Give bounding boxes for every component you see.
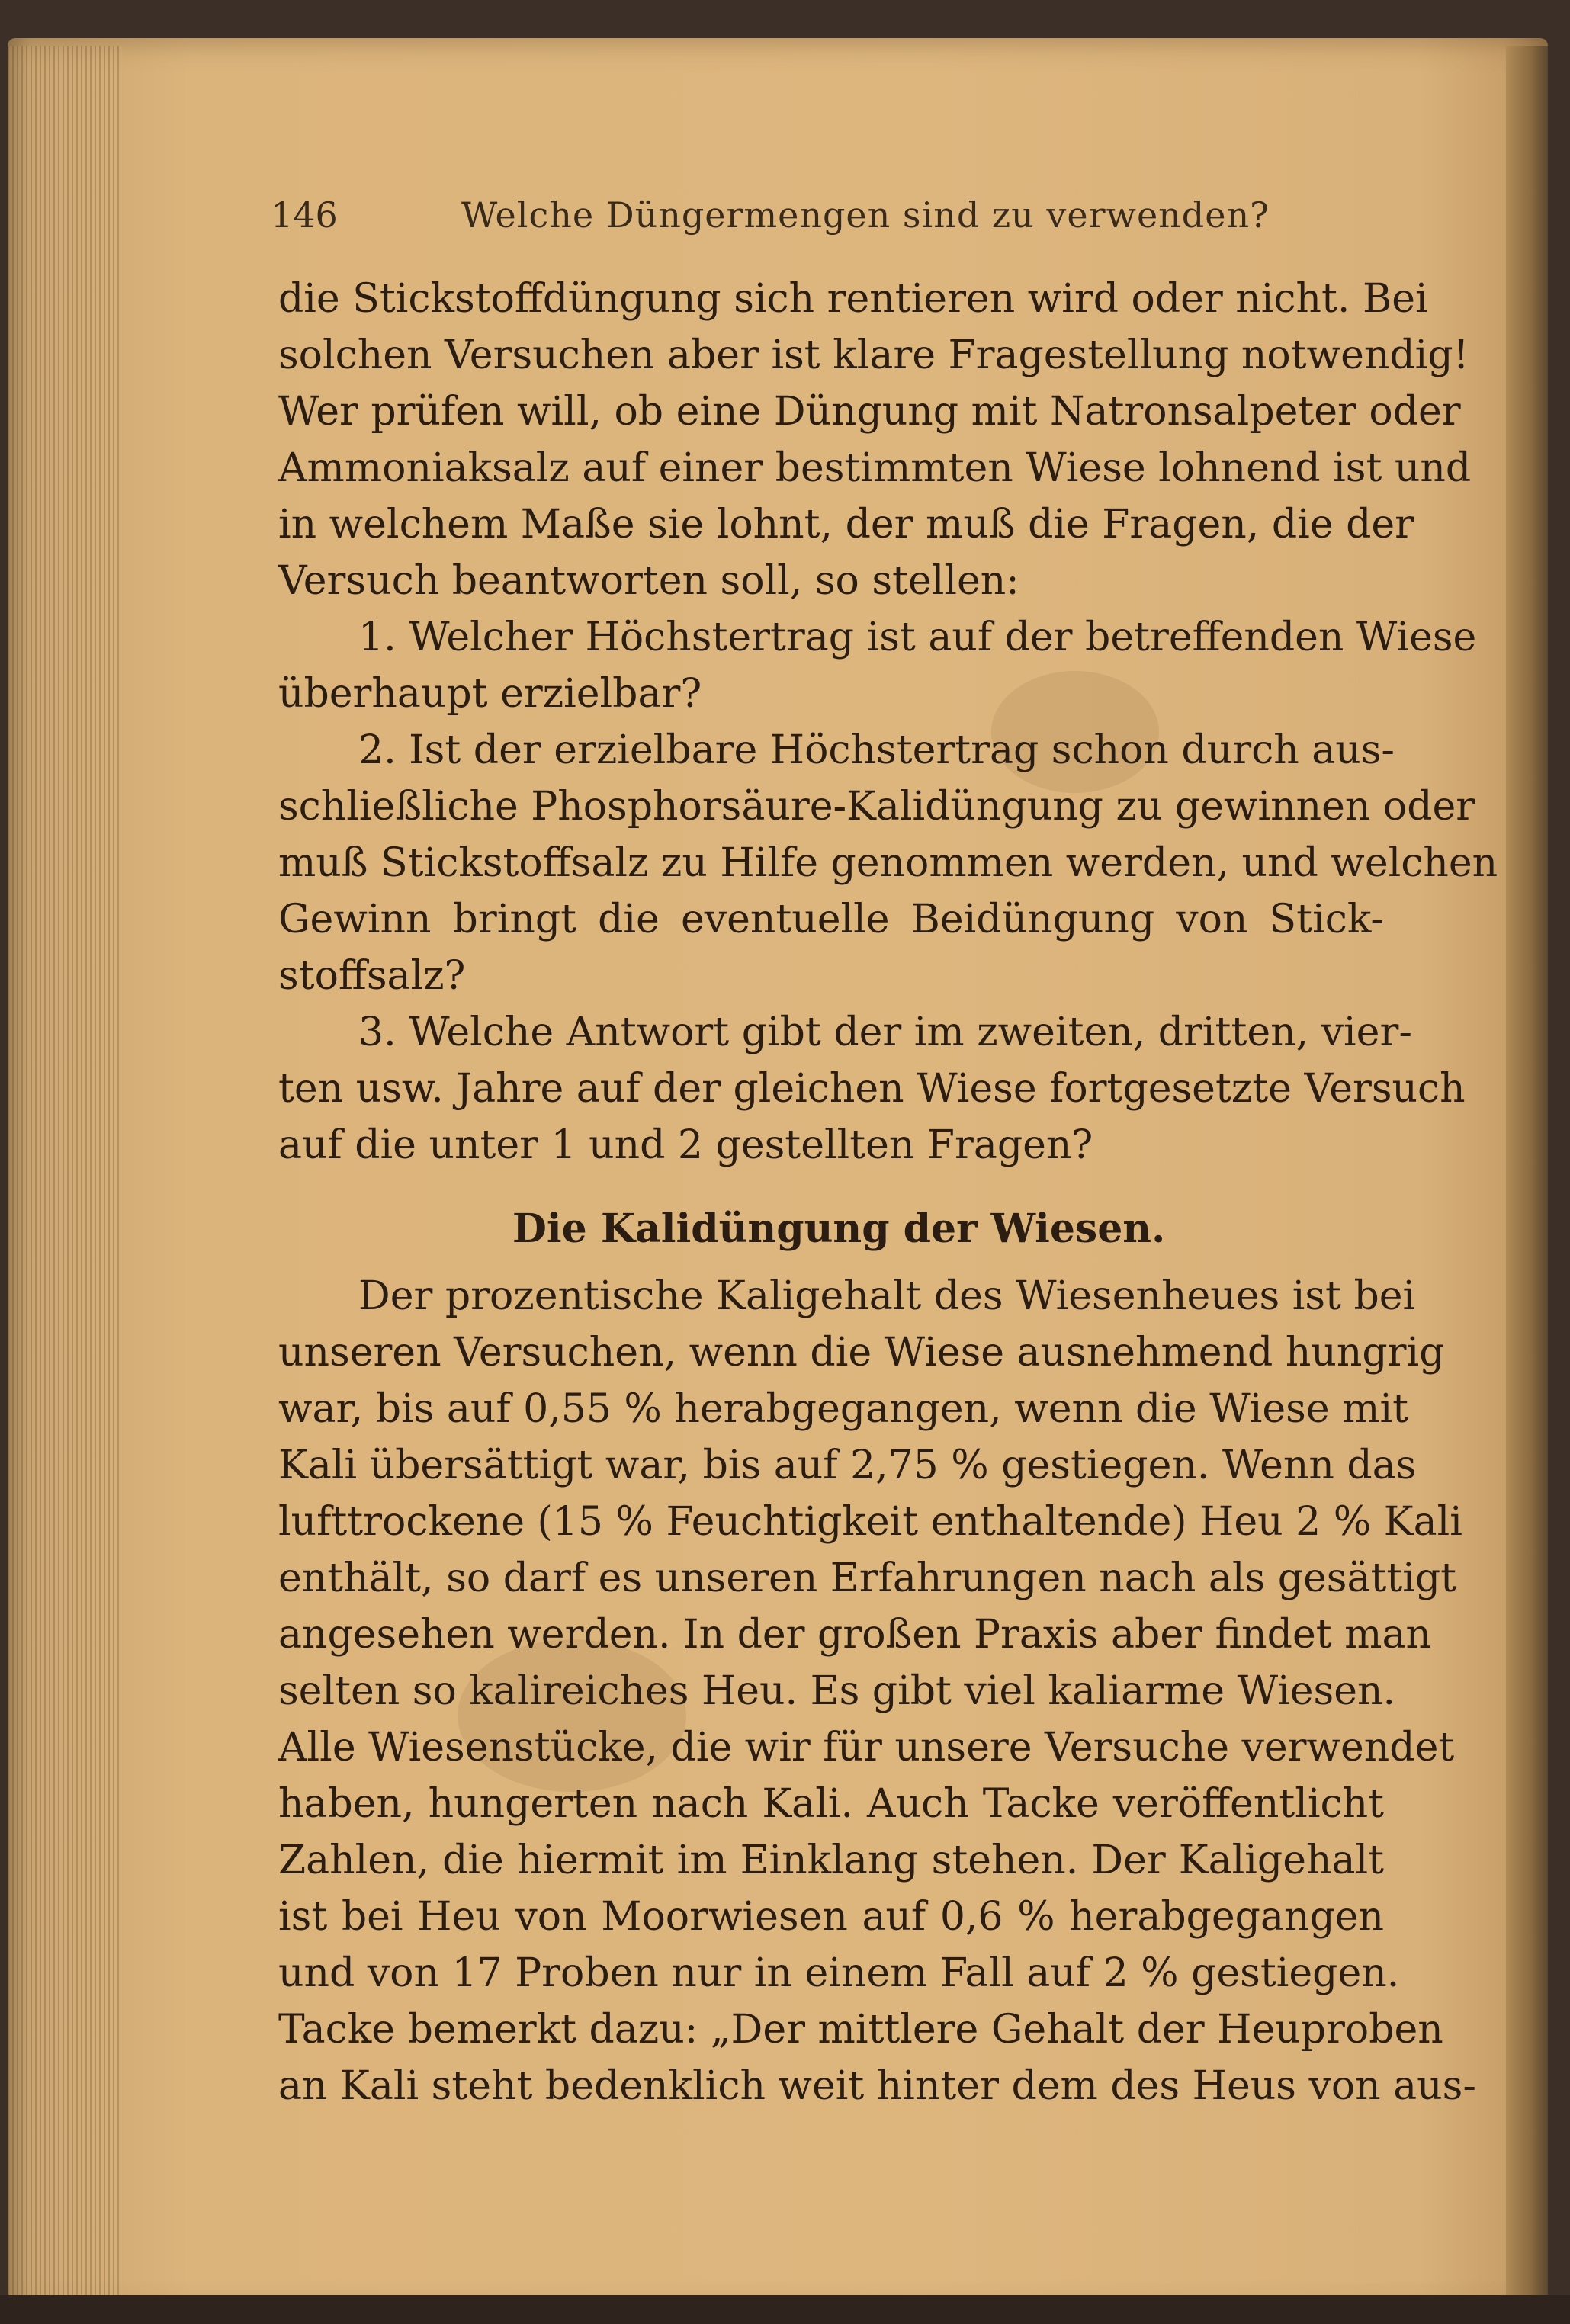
book-cover-bottom — [0, 2295, 1570, 2324]
question-1-line: überhaupt erzielbar? — [278, 671, 702, 717]
section-line: enthält, so darf es unseren Erfahrungen nach als gesättigt — [278, 1555, 1457, 1601]
section-heading: Die Kalidüngung der Wiesen. — [512, 1205, 1166, 1252]
section-line: Kali übersättigt war, bis auf 2,75 % gestiegen. Wenn das — [278, 1443, 1417, 1488]
text-line: in welchem Maße sie lohnt, der muß die Fragen, die der — [278, 502, 1414, 547]
section-line: lufttrockene (15 % Feuchtigkeit enthaltende) Heu 2 % Kali — [278, 1499, 1462, 1545]
section-line: Zahlen, die hiermit im Einklang stehen. Der Kaligehalt — [278, 1838, 1384, 1883]
question-3-line: 3. Welche Antwort gibt der im zweiten, dritten, vier- — [358, 1010, 1412, 1055]
question-1-line: 1. Welcher Höchstertrag ist auf der betreffenden Wiese — [358, 615, 1477, 660]
section-line: an Kali steht bedenklich weit hinter dem des Heus von aus- — [278, 2063, 1476, 2109]
section-line: angesehen werden. In der großen Praxis aber findet man — [278, 1612, 1431, 1658]
page-edge-right — [1506, 46, 1548, 2303]
question-2-line: schließliche Phosphorsäure-Kalidüngung zu gewinnen oder — [278, 784, 1475, 830]
text-line: Versuch beantworten soll, so stellen: — [278, 558, 1019, 604]
section-line: selten so kalireiches Heu. Es gibt viel kaliarme Wiesen. — [278, 1668, 1396, 1714]
text-line: die Stickstoffdüngung sich rentieren wird oder nicht. Bei — [278, 276, 1428, 322]
section-line: Alle Wiesenstücke, die wir für unsere Versuche verwendet — [278, 1725, 1455, 1770]
section-line: ist bei Heu von Moorwiesen auf 0,6 % herabgegangen — [278, 1894, 1384, 1940]
question-2-line: 2. Ist der erzielbare Höchstertrag schon durch aus- — [358, 727, 1395, 773]
body-text — [278, 271, 1498, 2114]
text-line: Wer prüfen will, ob eine Düngung mit Natronsalpeter oder — [278, 389, 1461, 435]
section-line: unseren Versuchen, wenn die Wiese ausnehmend hungrig — [278, 1330, 1445, 1375]
question-3-line: ten usw. Jahre auf der gleichen Wiese fortgesetzte Versuch — [278, 1066, 1466, 1112]
question-2-line: muß Stickstoffsalz zu Hilfe genommen werden, und welchen — [278, 840, 1498, 886]
section-line: und von 17 Proben nur in einem Fall auf 2 % gestiegen. — [278, 1950, 1400, 1996]
section-line: Der prozentische Kaligehalt des Wiesenheues ist bei — [358, 1273, 1416, 1319]
section-line: war, bis auf 0,55 % herabgegangen, wenn die Wiese mit — [278, 1386, 1408, 1432]
text-line: solchen Versuchen aber ist klare Fragestellung notwendig! — [278, 332, 1469, 378]
section-line: haben, hungerten nach Kali. Auch Tacke veröffentlicht — [278, 1781, 1384, 1827]
question-2-line: Gewinn bringt die eventuelle Beidüngung von Stick- — [278, 897, 1384, 942]
page-edges-left — [8, 46, 122, 2303]
section-line: Tacke bemerkt dazu: „Der mittlere Gehalt der Heuproben — [278, 2007, 1443, 2053]
page-header — [271, 194, 1414, 248]
text-line: Ammoniaksalz auf einer bestimmten Wiese lohnend ist und — [278, 445, 1472, 491]
question-3-line: auf die unter 1 und 2 gestellten Fragen? — [278, 1122, 1093, 1168]
running-head: Welche Düngermengen sind zu verwenden? — [461, 194, 1270, 236]
page-number: 146 — [271, 194, 338, 236]
question-2-line: stoffsalz? — [278, 953, 466, 999]
